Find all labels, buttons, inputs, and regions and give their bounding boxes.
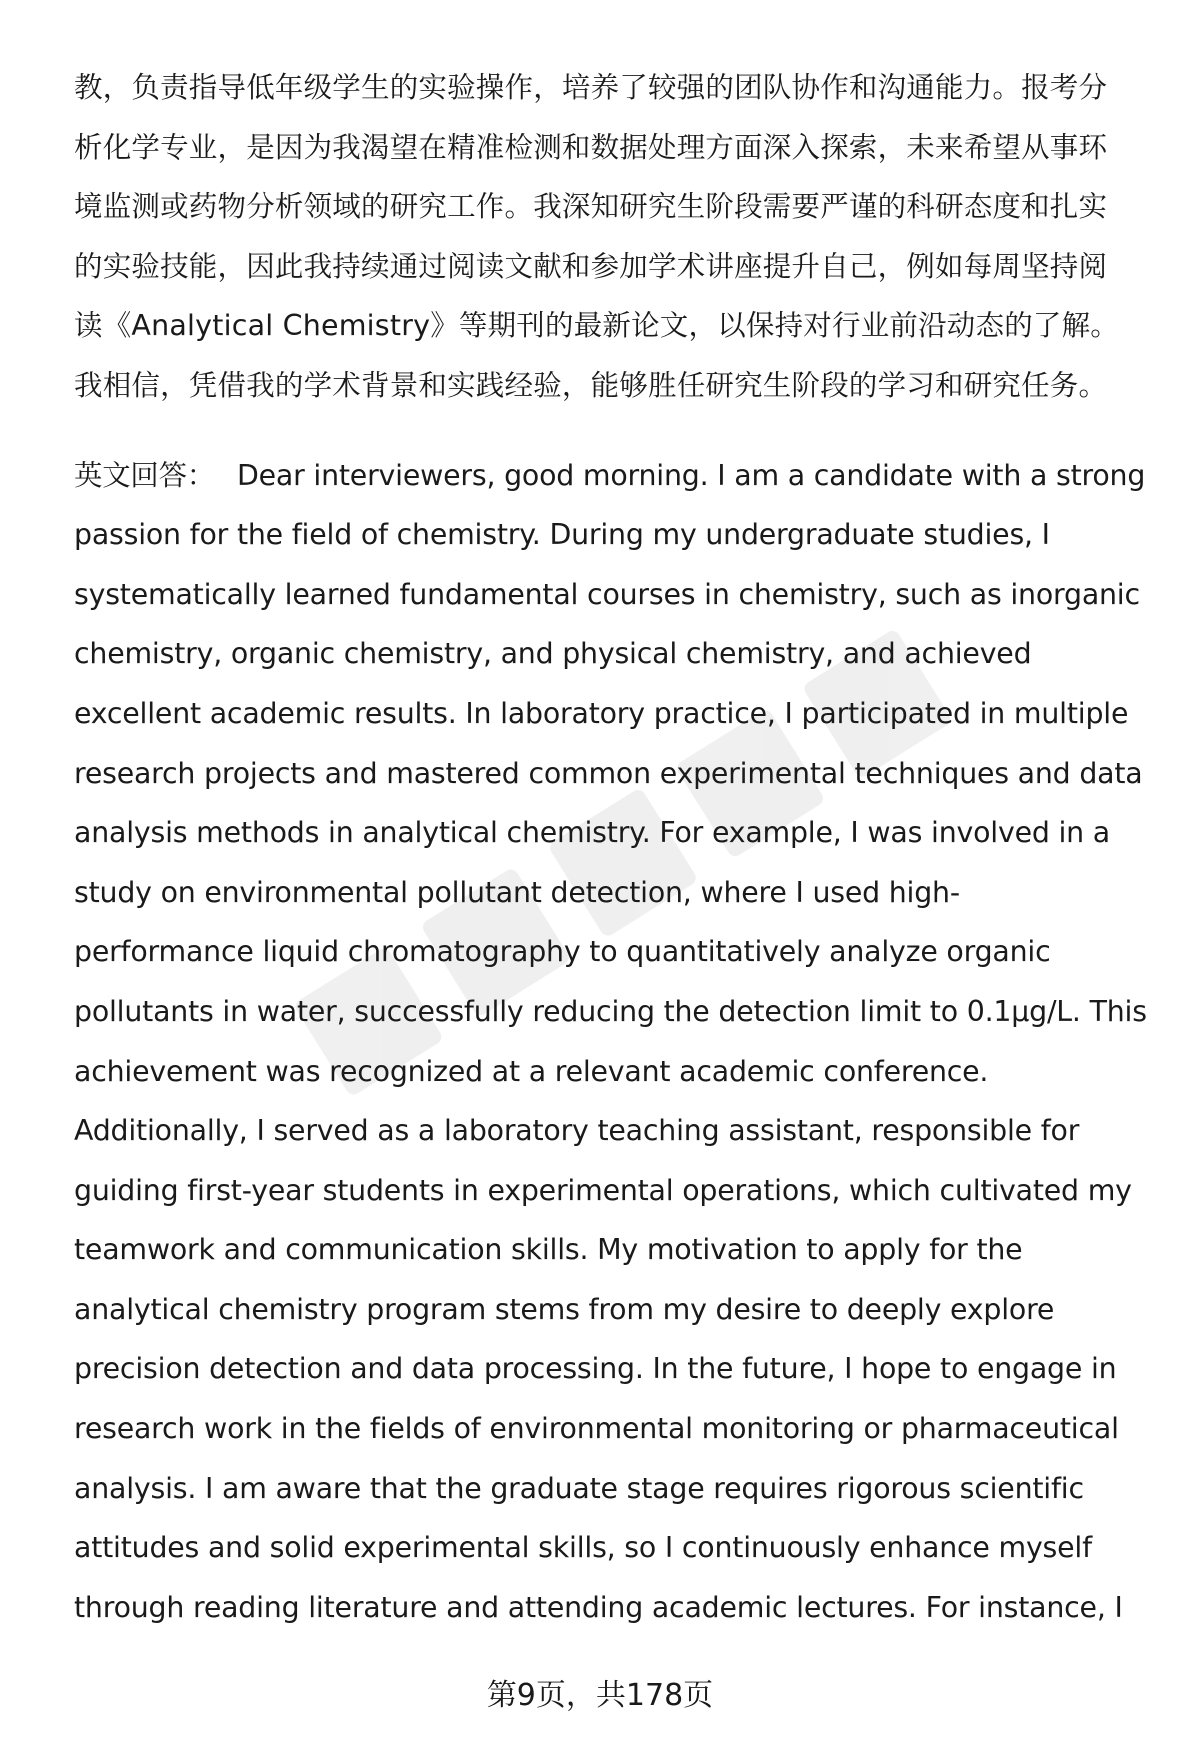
text-line: precision detection and data processing. In the future, I hope to engage in xyxy=(74,1352,1117,1386)
text-line: excellent academic results. In laboratory practice, I participated in multiple xyxy=(74,696,1129,730)
text-line: research work in the fields of environmental monitoring or pharmaceutical xyxy=(74,1412,1119,1446)
text-line: through reading literature and attending academic lectures. For instance, I xyxy=(74,1590,1123,1624)
chinese-paragraph xyxy=(74,58,1154,416)
text-line: Additionally, I served as a laboratory teaching assistant, responsible for xyxy=(74,1114,1080,1148)
document-page xyxy=(74,58,1154,1637)
text-line: teamwork and communication skills. My motivation to apply for the xyxy=(74,1233,1023,1267)
text-line: analysis. I am aware that the graduate stage requires rigorous scientific xyxy=(74,1471,1084,1505)
text-line: 析化学专业，是因为我渴望在精准检测和数据处理方面深入探索，未来希望从事环 xyxy=(74,130,1108,164)
text-line: passion for the field of chemistry. During my undergraduate studies, I xyxy=(74,518,1050,552)
text-line: analysis methods in analytical chemistry. For example, I was involved in a xyxy=(74,816,1110,850)
text-line xyxy=(74,446,1154,506)
english-answer-label: 英文回答： xyxy=(74,458,215,492)
text-line: guiding first-year students in experimental operations, which cultivated my xyxy=(74,1173,1132,1207)
text-line: 境监测或药物分析领域的研究工作。我深知研究生阶段需要严谨的科研态度和扎实 xyxy=(74,190,1108,224)
text-line: 读《Analytical Chemistry》等期刊的最新论文，以保持对行业前沿动态的了解。 xyxy=(74,309,1119,343)
text-line: 我相信，凭借我的学术背景和实践经验，能够胜任研究生阶段的学习和研究任务。 xyxy=(74,368,1108,402)
page-number-footer: 第9页，共178页 xyxy=(486,1678,714,1713)
text-line: systematically learned fundamental courses in chemistry, such as inorganic xyxy=(74,577,1140,611)
text-line: 教，负责指导低年级学生的实验操作，培养了较强的团队协作和沟通能力。报考分 xyxy=(74,71,1108,104)
text-line: research projects and mastered common experimental techniques and data xyxy=(74,756,1143,790)
text-line: 的实验技能，因此我持续通过阅读文献和参加学术讲座提升自己，例如每周坚持阅 xyxy=(74,249,1108,283)
text-line: analytical chemistry program stems from my desire to deeply explore xyxy=(74,1292,1055,1326)
text-line: chemistry, organic chemistry, and physical chemistry, and achieved xyxy=(74,637,1032,671)
english-answer-paragraph xyxy=(74,446,1154,1638)
text-line: performance liquid chromatography to quantitatively analyze organic xyxy=(74,935,1051,969)
english-first-line-text: Dear interviewers, good morning. I am a candidate with a strong xyxy=(236,458,1146,492)
text-line: achievement was recognized at a relevant academic conference. xyxy=(74,1054,989,1088)
text-line: attitudes and solid experimental skills, so I continuously enhance myself xyxy=(74,1531,1092,1565)
text-line: study on environmental pollutant detection, where I used high- xyxy=(74,875,960,909)
text-line: pollutants in water, successfully reducing the detection limit to 0.1μg/L. This xyxy=(74,994,1147,1028)
